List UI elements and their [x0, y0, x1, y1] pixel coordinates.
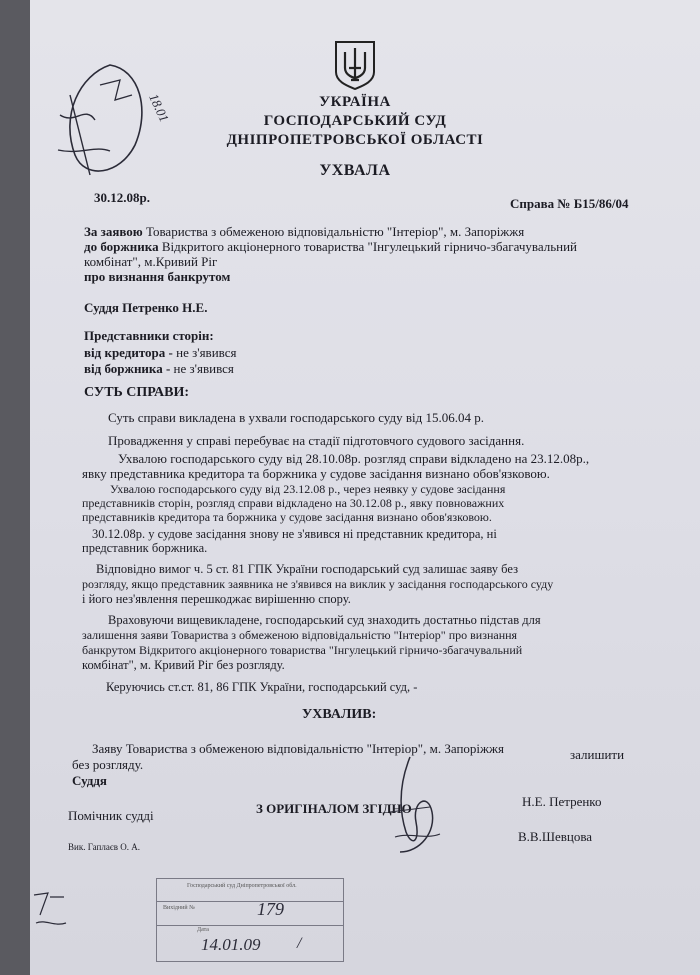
- body-line: представників сторін, розгляд справи відкладено на 30.12.08 р., явку повноважних: [82, 496, 505, 510]
- decision-date: 30.12.08р.: [94, 190, 150, 205]
- body-line: Відповідно вимог ч. 5 ст. 81 ГПК України господарський суд залишає заяву без: [96, 562, 519, 576]
- body-line: представників кредитора та боржника у судове засідання визнано обов'язковою.: [82, 510, 492, 524]
- body-line: Суть справи викладена в ухвали господарського суду від 15.06.04 р.: [108, 410, 484, 425]
- subject-line: про визнання банкрутом: [84, 269, 231, 284]
- body-line: явку представника кредитора та боржника у судове засідання визнано обов'язковою.: [82, 466, 550, 481]
- body-line: і його нез'явлення перешкоджає вирішенню спору.: [82, 592, 351, 606]
- body-line: розгляду, якщо представник заявника не з'явився на виклик у засідання господарського суду: [82, 577, 554, 591]
- creditor-rep-line: [84, 345, 236, 360]
- handwritten-date: 18.01: [146, 91, 173, 125]
- registration-stamp: Господарський суд Дніпропетровської обл. Вихідний № 179 Дата 14.01.09 /: [156, 878, 344, 962]
- original-copy-stamp: З ОРИГІНАЛОМ ЗГІДНО: [256, 801, 412, 816]
- executor-name: Вик. Гаплаєв О. А.: [68, 842, 140, 852]
- body-line: 30.12.08р. у судове засідання знову не з'явився ні представник кредитора, ні: [92, 527, 497, 541]
- case-number: Справа № Б15/86/04: [510, 196, 629, 211]
- resolution-line-2: без розгляду.: [72, 757, 144, 772]
- document-page: [30, 0, 700, 975]
- creditor-rep-value: не з'явився: [176, 345, 237, 360]
- trident-emblem-icon: [332, 38, 378, 90]
- country-title: УКРАЇНА: [319, 94, 391, 110]
- handwritten-signature: [370, 752, 450, 862]
- claim-label: За заявою: [84, 224, 143, 239]
- essence-title: СУТЬ СПРАВИ:: [84, 385, 190, 400]
- claim-line: [84, 224, 524, 239]
- judge-line: Суддя Петренко Н.Е.: [84, 300, 208, 315]
- handwritten-mark: [30, 885, 70, 935]
- resolution-line-1b: залишити: [570, 747, 625, 762]
- court-title: ГОСПОДАРСЬКИЙ СУД: [263, 113, 447, 129]
- body-line: Керуючись ст.ст. 81, 86 ГПК України, господарський суд, -: [106, 680, 418, 694]
- stamp-number: 179: [257, 899, 284, 919]
- handwritten-annotation: [40, 55, 190, 195]
- debtor-line: [84, 239, 577, 254]
- region-title: ДНІПРОПЕТРОВСЬКОЇ ОБЛАСТІ: [226, 132, 484, 148]
- debtor-rep-label: від боржника -: [84, 361, 171, 376]
- judge-name: Н.Е. Петренко: [522, 794, 602, 809]
- resolution-line-1: Заяву Товариства з обмеженою відповідальністю "Інтеріор", м. Запоріжжя: [92, 741, 504, 756]
- stamp-mark: /: [297, 935, 302, 952]
- debtor-label: до боржника: [84, 239, 159, 254]
- debtor-rep-value: не з'явився: [173, 361, 234, 376]
- body-line: залишення заяви Товариства з обмеженою відповідальністю "Інтеріор" про визнання: [82, 628, 518, 642]
- body-line: Ухвалою господарського суду від 28.10.08р. розгляд справи відкладено на 23.12.08р.,: [118, 451, 590, 466]
- body-line: Ухвалою господарського суду від 23.12.08 р., через неявку у судове засідання: [110, 482, 506, 496]
- debtor-line-2: комбінат", м.Кривий Ріг: [84, 254, 218, 269]
- body-line: комбінат", м. Кривий Ріг без розгляду.: [82, 658, 285, 672]
- assistant-label: Помічник судді: [68, 808, 154, 823]
- body-line: Провадження у справі перебуває на стадії підготовчого судового засідання.: [108, 433, 525, 448]
- claim-text: Товариства з обмеженою відповідальністю "Інтеріор", м. Запоріжжя: [146, 224, 525, 239]
- stamp-date: 14.01.09: [201, 935, 261, 954]
- debtor-rep-line: [84, 361, 234, 376]
- creditor-rep-label: від кредитора -: [84, 345, 173, 360]
- document-type: УХВАЛА: [319, 162, 391, 179]
- body-line: представник боржника.: [82, 541, 208, 555]
- representatives-title: Представники сторін:: [84, 328, 214, 343]
- body-line: Враховуючи вищевикладене, господарський суд знаходить достатньо підстав для: [108, 613, 541, 627]
- assistant-name: В.В.Шевцова: [518, 829, 593, 844]
- body-line: банкрутом Відкритого акціонерного товариства "Інгулецький гірничо-збагачувальний: [82, 643, 523, 657]
- resolved-title: УХВАЛИВ:: [302, 707, 377, 722]
- judge-signature-label: Суддя: [72, 773, 107, 788]
- debtor-text: Відкритого акціонерного товариства "Інгулецький гірничо-збагачувальний: [161, 239, 577, 254]
